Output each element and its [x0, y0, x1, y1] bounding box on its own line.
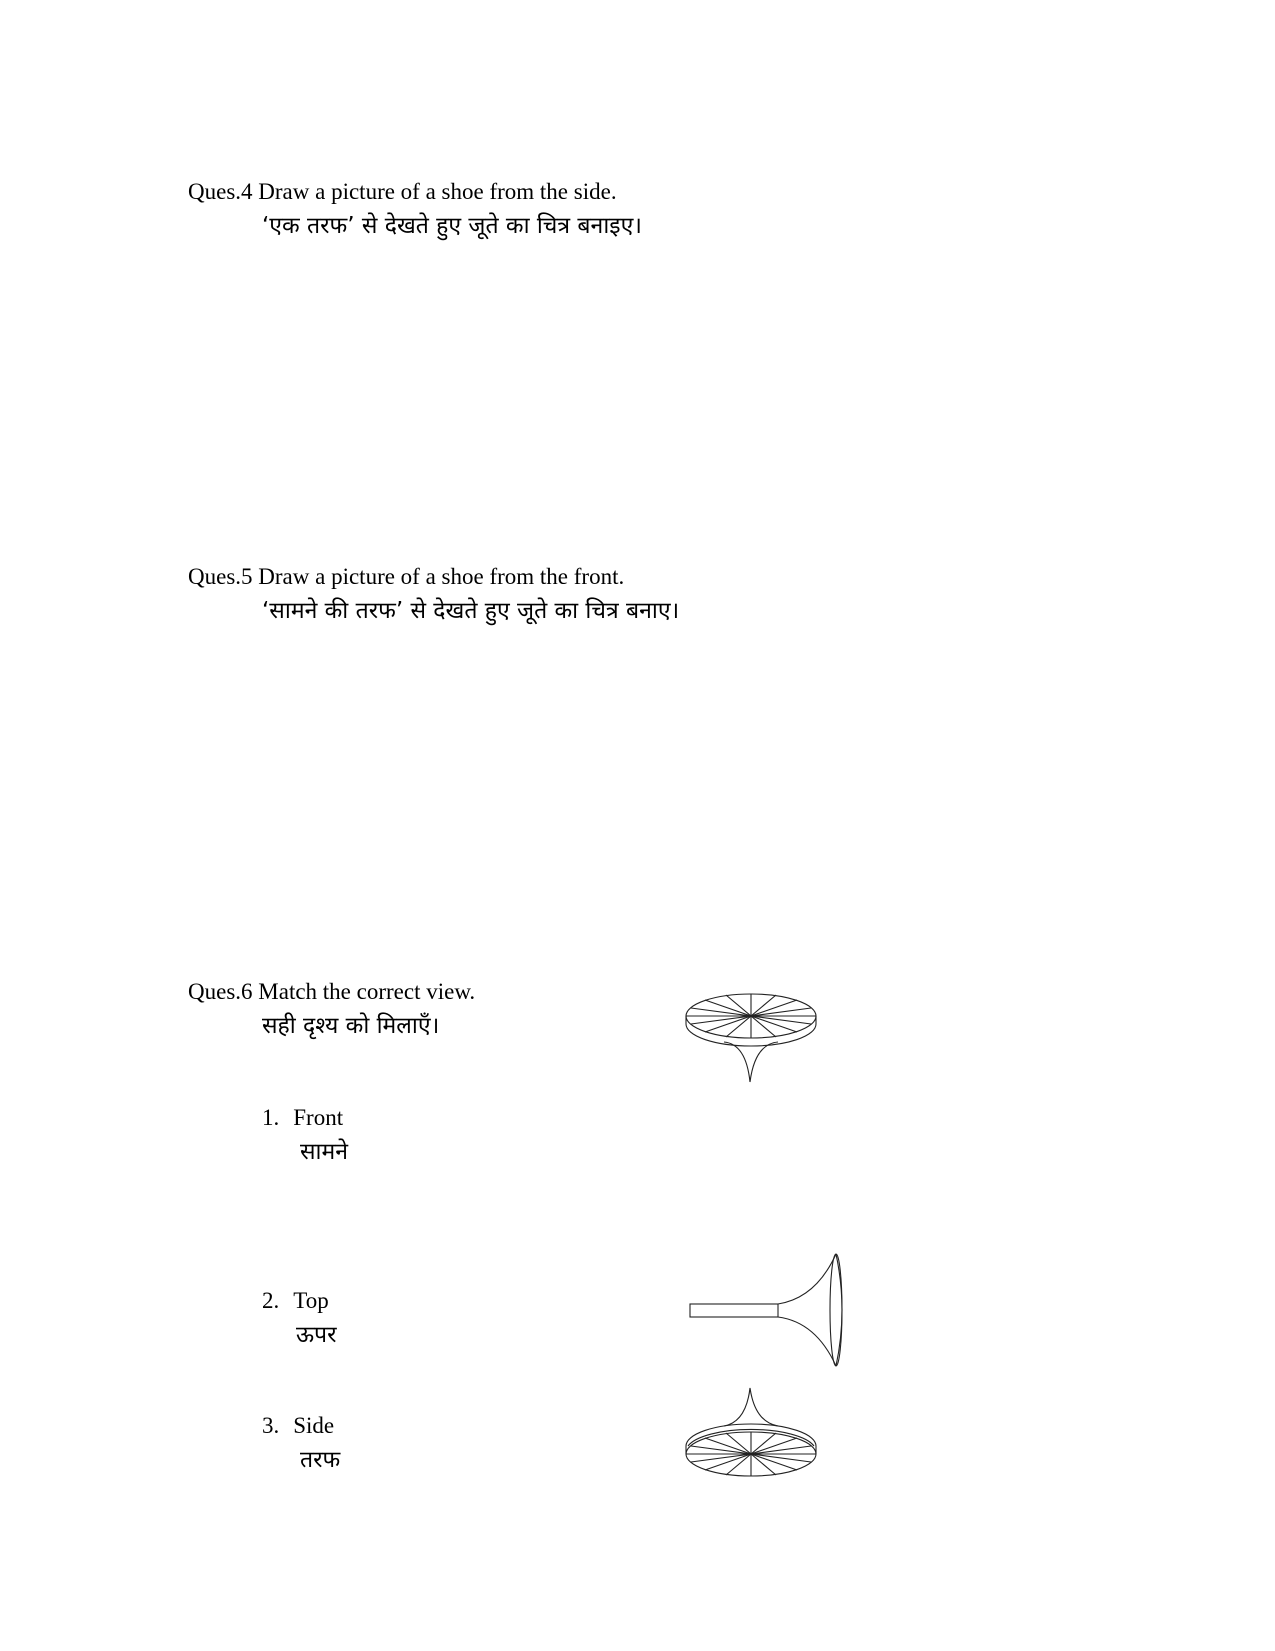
q5-prompt: [188, 563, 624, 591]
figure-top-tip-up: [676, 1382, 826, 1494]
option-2-label: Top: [293, 1288, 329, 1313]
option-3-hi: तरफ: [300, 1447, 341, 1473]
q6-label: Ques.6: [188, 979, 253, 1004]
option-1-label: Front: [293, 1105, 344, 1130]
q5-text-hi: ‘सामने की तरफ’ से देखते हुए जूते का चित्र बनाए।: [262, 598, 680, 624]
option-3-en: [262, 1412, 334, 1440]
q6-text-hi: सही दृश्य को मिलाएँ।: [262, 1013, 440, 1039]
option-2-hi: ऊपर: [296, 1322, 337, 1348]
spinning-top-tip-down-drawing: [676, 978, 826, 1090]
option-2-en: [262, 1287, 329, 1315]
option-3-number: 3.: [262, 1413, 280, 1438]
q4-text-en: Draw a picture of a shoe from the side.: [258, 179, 617, 204]
q6-text-en: Match the correct view.: [258, 979, 476, 1004]
option-2-number: 2.: [262, 1288, 280, 1313]
q5-text-en: Draw a picture of a shoe from the front.: [258, 564, 625, 589]
spinning-top-tip-up-drawing: [676, 1382, 826, 1494]
option-1-en: [262, 1104, 343, 1132]
q4-text-hi: ‘एक तरफ’ से देखते हुए जूते का चित्र बनाइए।: [262, 213, 642, 239]
option-1-hi: सामने: [300, 1139, 349, 1165]
figure-top-tip-down: [676, 978, 826, 1090]
option-3-label: Side: [293, 1413, 335, 1438]
q5-label: Ques.5: [188, 564, 253, 589]
figure-side-view: [688, 1250, 848, 1372]
q4-prompt: [188, 178, 617, 206]
q4-label: Ques.4: [188, 179, 253, 204]
spinning-top-side-view-drawing: [688, 1250, 848, 1372]
option-1-number: 1.: [262, 1105, 280, 1130]
q6-prompt: [188, 978, 475, 1006]
